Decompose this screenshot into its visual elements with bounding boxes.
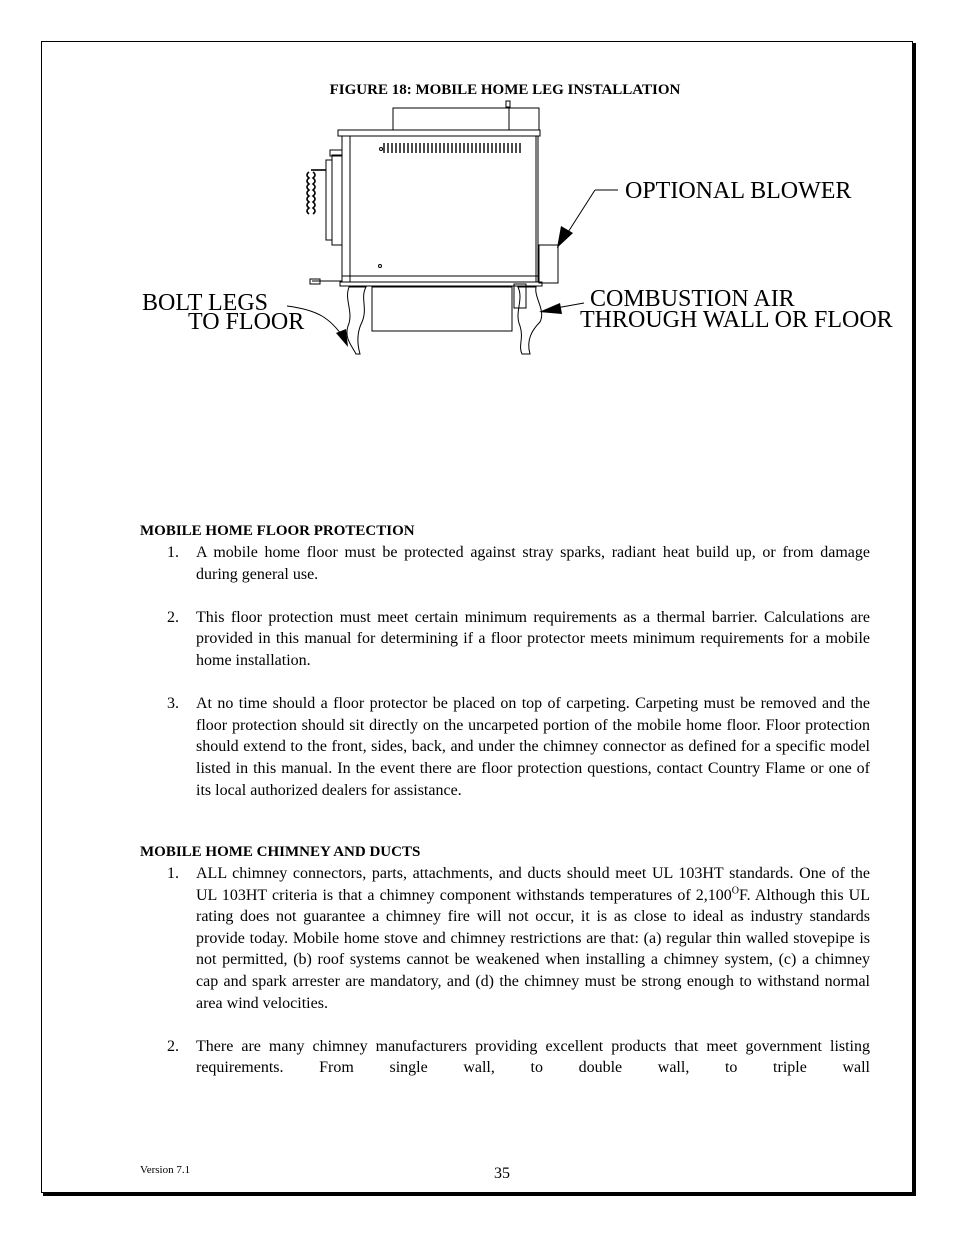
optional-blower-label: OPTIONAL BLOWER <box>625 178 852 204</box>
combustion-air-label-line1: COMBUSTION AIR <box>590 286 795 312</box>
list-item-text: There are many chimney manufacturers providing excellent products that meet government listing requirements. From single wall, to double wall, to triple wall <box>196 1037 870 1077</box>
list-item-number: 1. <box>167 544 179 561</box>
list-item-number: 3. <box>167 695 179 713</box>
list-item <box>140 607 870 672</box>
list-item-number: 1. <box>167 865 179 882</box>
list-item-text-part-a: ALL chimney connectors, parts, attachments, and ducts should meet UL 103HT standards. One of the UL 103HT criteria is that a chimney component withstands temperatures of 2,100 <box>196 865 870 904</box>
list-item <box>140 542 870 585</box>
list-item-text: At no time should a floor protector be placed on top of carpeting. Carpeting must be removed and the floor protection should sit directly on the uncarpeted portion of the mobile home floor. Floor protection should extend to the front, sides, back, and under the chimney connector as defined for a specific model listed in this manual. In the event there are floor protection questions, contact Country Flame or one of its local authorized dealers for assistance. <box>196 695 870 799</box>
version-label: Version 7.1 <box>140 1164 191 1176</box>
figure-title: FIGURE 18: MOBILE HOME LEG INSTALLATION <box>329 82 681 98</box>
list-item-text: This floor protection must meet certain minimum requirements as a thermal barrier. Calculations are provided in this manual for determining if a floor protector meets minimum requirements for a mobile home installation. <box>196 608 870 669</box>
list-item-number: 2. <box>167 1037 179 1055</box>
section-heading-floor-protection: MOBILE HOME FLOOR PROTECTION <box>140 523 415 539</box>
combustion-air-label-line2: THROUGH WALL OR FLOOR <box>580 307 893 333</box>
page-number: 35 <box>494 1165 510 1182</box>
page-border-shadow-bottom <box>43 1192 916 1196</box>
list-item-text-part-b: F. Although this UL rating does not guarantee a chimney fire will not occur, it is as close to ideal as industry standards provide today. Mobile home stove and chimney restrictions are that: (a) regular thin walled stovepipe is not permitted, (b) roof systems cannot be weakened when installing a chimney system, (c) a chimney cap and spark arrester are mandatory, and (d) the chimney must be strong enough to withstand normal area wind velocities. <box>196 886 871 1012</box>
chimney-ducts-list <box>140 863 870 1079</box>
list-item <box>140 693 870 801</box>
list-item <box>140 1036 870 1079</box>
list-item-text: A mobile home floor must be protected against stray sparks, radiant heat build up, or from damage during general use. <box>196 544 870 583</box>
bolt-legs-label-line2: TO FLOOR <box>188 309 305 335</box>
floor-protection-list <box>140 542 870 801</box>
section-heading-chimney-ducts: MOBILE HOME CHIMNEY AND DUCTS <box>140 844 421 860</box>
degree-superscript: O <box>731 885 740 897</box>
list-item <box>140 863 870 1014</box>
bolt-legs-label-line1: BOLT LEGS <box>142 290 269 316</box>
list-item-number: 2. <box>167 608 179 626</box>
